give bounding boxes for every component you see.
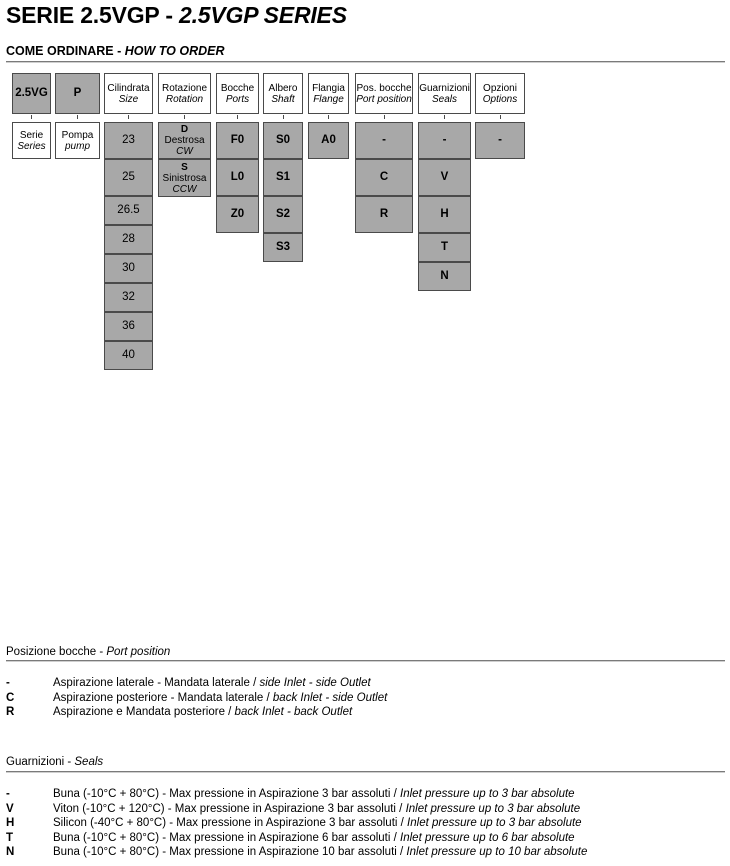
option-cell[interactable] — [104, 254, 153, 283]
column-header-it: Pos. bocche — [356, 82, 412, 94]
column-header-3 — [158, 73, 211, 114]
description-it: Viton (-10°C + 120°C) - Max pressione in Aspirazione 3 bar assoluti / — [53, 802, 406, 815]
option-cell[interactable] — [308, 122, 349, 159]
option-cell[interactable] — [263, 159, 303, 196]
option-value: S2 — [275, 208, 291, 220]
port_position-row — [6, 705, 721, 719]
option-cell[interactable] — [475, 122, 525, 159]
description-en: Inlet pressure up to 10 bar absolute — [406, 846, 588, 858]
description-en: Inlet pressure up to 3 bar absolute — [405, 802, 581, 815]
option-cell[interactable] — [104, 196, 153, 225]
description-en: side Inlet - side Outlet — [259, 677, 371, 689]
option-value: - — [382, 134, 386, 146]
option-value: F0 — [230, 134, 245, 146]
description-it: Aspirazione posteriore - Mandata laterale / — [53, 691, 273, 704]
option-value: N — [440, 270, 449, 282]
option-value: C — [379, 171, 389, 183]
port_position-code: R — [6, 706, 15, 718]
column-header-9 — [475, 73, 525, 114]
option-value: S0 — [275, 134, 291, 146]
column-header-en: Size — [118, 93, 139, 105]
option-value: 40 — [122, 349, 135, 361]
option-cell[interactable] — [355, 122, 413, 159]
description-en: Inlet pressure up to 6 bar absolute — [400, 831, 575, 844]
option-cell[interactable] — [216, 159, 259, 196]
column-header-it: Cilindrata — [107, 82, 150, 94]
column-code: P — [73, 87, 82, 99]
column-header-en: Flange — [313, 93, 344, 105]
port_position-code: - — [6, 677, 10, 689]
column-header-4 — [216, 73, 259, 114]
column-header-6 — [308, 73, 349, 114]
option-value: 28 — [122, 233, 135, 245]
connector-tick — [283, 115, 284, 119]
column-header-en: Ports — [225, 93, 250, 105]
connector-tick — [184, 115, 185, 119]
option-cell[interactable] — [104, 225, 153, 254]
seals-description — [53, 831, 575, 845]
column-description-1 — [55, 122, 100, 159]
column-header-it: Guarnizioni — [419, 82, 470, 94]
column-header-5 — [263, 73, 303, 114]
description-it: Aspirazione laterale - Mandata laterale / — [53, 677, 260, 689]
option-value: S1 — [275, 171, 291, 183]
how-to-order-heading: COME ORDINARE - HOW TO ORDER — [6, 44, 225, 58]
connector-tick — [31, 115, 32, 119]
column-header-en: Rotation — [165, 93, 204, 105]
column-header-it: Bocche — [220, 82, 255, 94]
column-header-it: Flangia — [312, 82, 345, 94]
option-cell[interactable] — [104, 283, 153, 312]
port_position-row — [6, 676, 721, 690]
seals-code: V — [6, 802, 14, 815]
column-code: 2.5VG — [15, 87, 48, 99]
description-it: Buna (-10°C + 80°C) - Max pressione in Aspirazione 6 bar assoluti / — [53, 831, 401, 844]
seals-description — [53, 845, 587, 859]
option-cell[interactable] — [418, 196, 471, 233]
option-cell[interactable] — [158, 122, 211, 159]
column-header-it: Opzioni — [483, 82, 517, 94]
option-label-it: Sinistrosa — [162, 172, 207, 184]
column-header-2 — [104, 73, 153, 114]
column-header-it: Rotazione — [161, 82, 208, 94]
description-en: pump — [64, 140, 90, 152]
connector-tick — [500, 115, 501, 119]
option-cell[interactable] — [104, 122, 153, 159]
option-cell[interactable] — [263, 233, 303, 262]
option-code: D — [180, 124, 189, 135]
description-en: Inlet pressure up to 3 bar absolute — [400, 788, 575, 800]
port_position-description — [53, 676, 371, 690]
option-value: 23 — [122, 134, 135, 146]
option-code: S — [181, 161, 188, 173]
column-header-it: Albero — [268, 82, 298, 94]
heading-rule — [6, 61, 725, 63]
option-cell[interactable] — [355, 196, 413, 233]
option-cell[interactable] — [418, 233, 471, 262]
seals-description — [53, 802, 580, 816]
option-cell[interactable] — [263, 196, 303, 233]
connector-tick — [237, 115, 238, 119]
option-label-it: Destrosa — [164, 135, 205, 146]
option-cell[interactable] — [355, 159, 413, 196]
seals-code: H — [6, 817, 15, 829]
option-label-en: CCW — [172, 183, 197, 195]
port_position-description — [53, 705, 352, 719]
seals-row — [6, 845, 721, 859]
column-header-0 — [12, 73, 51, 114]
option-cell[interactable] — [104, 312, 153, 341]
seals-row — [6, 802, 721, 816]
description-en: back Inlet - side Outlet — [272, 691, 388, 704]
description-en: Series — [17, 140, 46, 152]
seals-row — [6, 816, 721, 830]
connector-tick — [444, 115, 445, 119]
seals-code: - — [6, 788, 10, 800]
option-value: V — [440, 171, 449, 183]
connector-tick — [77, 115, 78, 119]
option-value: - — [442, 134, 447, 146]
description-it: Aspirazione e Mandata posteriore / — [53, 706, 235, 718]
option-value: R — [379, 208, 389, 220]
column-header-7 — [355, 73, 413, 114]
description-it: Pompa — [61, 129, 94, 141]
description-it: Silicon (-40°C + 80°C) - Max pressione in Aspirazione 3 bar assoluti / — [53, 817, 408, 829]
option-cell[interactable] — [418, 159, 471, 196]
option-value: H — [440, 208, 449, 220]
option-value: A0 — [321, 134, 336, 146]
option-value: - — [498, 134, 502, 146]
option-cell[interactable] — [104, 341, 153, 370]
option-value: 36 — [122, 320, 135, 332]
port-position-rule — [6, 660, 725, 662]
connector-tick — [128, 115, 129, 119]
seals-heading: Guarnizioni - Seals — [6, 756, 104, 768]
port_position-code: C — [6, 691, 15, 704]
option-cell[interactable] — [216, 196, 259, 233]
column-header-en: Options — [482, 93, 518, 105]
option-value: 30 — [122, 262, 135, 274]
column-header-1 — [55, 73, 100, 114]
option-cell[interactable] — [263, 122, 303, 159]
option-value: S3 — [275, 241, 291, 253]
description-it: Buna (-10°C + 80°C) - Max pressione in Aspirazione 10 bar assoluti / — [53, 846, 407, 858]
column-description-0 — [12, 122, 51, 159]
option-cell[interactable] — [418, 122, 471, 159]
option-value: 25 — [122, 171, 135, 183]
option-label-en: CW — [176, 146, 193, 157]
connector-tick — [384, 115, 385, 119]
description-en: Inlet pressure up to 3 bar absolute — [407, 817, 582, 829]
description-en: back Inlet - back Outlet — [234, 706, 353, 718]
page-title: SERIE 2.5VGP - 2.5VGP SERIES — [6, 2, 347, 28]
option-value: Z0 — [230, 208, 245, 220]
seals-row — [6, 787, 721, 801]
option-cell[interactable] — [104, 159, 153, 196]
seals-row — [6, 831, 721, 845]
option-cell[interactable] — [158, 159, 211, 197]
column-header-en: Shaft — [271, 93, 295, 105]
port_position-row — [6, 691, 721, 705]
seals-description — [53, 787, 575, 801]
column-header-8 — [418, 73, 471, 114]
port_position-description — [53, 691, 387, 705]
column-header-en: Port position — [356, 93, 412, 105]
connector-tick — [328, 115, 329, 119]
description-it: Buna (-10°C + 80°C) - Max pressione in Aspirazione 3 bar assoluti / — [53, 788, 401, 800]
seals-code: N — [6, 846, 15, 858]
option-cell[interactable] — [418, 262, 471, 291]
column-header-en: Seals — [431, 93, 457, 105]
option-value: 32 — [122, 291, 135, 303]
port-position-heading: Posizione bocche - Port position — [6, 646, 171, 658]
option-value: 26.5 — [117, 204, 140, 216]
description-it: Serie — [19, 129, 44, 141]
seals-rule — [6, 771, 725, 773]
seals-description — [53, 816, 582, 830]
option-cell[interactable] — [216, 122, 259, 159]
seals-code: T — [6, 831, 14, 844]
option-value: L0 — [230, 171, 245, 183]
option-value: T — [440, 241, 449, 253]
